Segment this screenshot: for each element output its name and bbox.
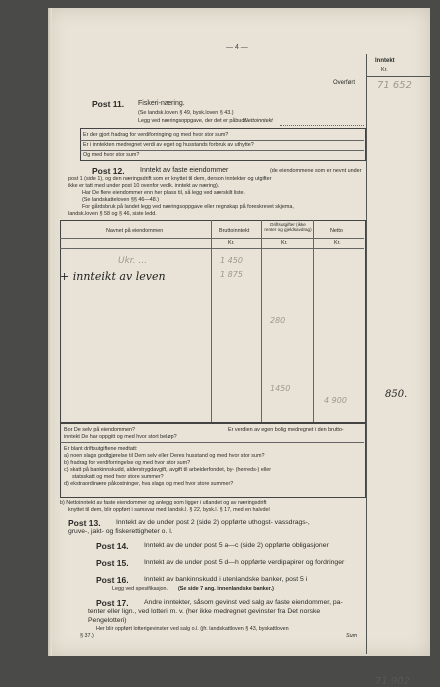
faint-handwriting: 280 xyxy=(270,316,286,325)
post11-net-field[interactable] xyxy=(280,125,364,126)
q-costs-b: b) fradrag for verdiforringelse og med hvor stor sum? xyxy=(64,460,191,466)
post17-text-3: Pengelotteri) xyxy=(88,617,127,624)
handwritten-sum: 71 902 xyxy=(375,676,410,687)
post12-title: Post 12. xyxy=(92,166,125,176)
post11-q1: Er der gjort fradrag for verdiforringing og med hvor stor sum? xyxy=(83,132,229,138)
q-residence-value-2: inntekt De har oppgitt og med hvor stort beløp? xyxy=(64,434,177,440)
post11-net-label: Nettoinntekt xyxy=(244,118,273,124)
post12-text7: landsk.loven § 58 og § 46, siste ledd. xyxy=(68,211,157,217)
form-page xyxy=(48,8,430,687)
faint-handwriting: 1 875 xyxy=(220,270,243,279)
q-residence-value: Er verdien av egen bolig medregnet i den brutto- xyxy=(228,427,344,433)
post13-text: Inntekt av de under post 2 (side 2) oppførte uthogst- vassdrags-, xyxy=(116,519,310,526)
divider xyxy=(60,442,364,443)
sum-label: Sum xyxy=(346,633,358,639)
post15-text: Inntekt av de under post 5 d—h oppførte verdipapirer og fordringer xyxy=(144,559,345,566)
paper-fold xyxy=(48,8,52,656)
post11-q3: Og med hvor stor sum? xyxy=(83,152,140,158)
q-own-residence: Bor De selv på eiendommen? xyxy=(64,427,136,433)
post12-text1: (de eiendommene som er nevnt under xyxy=(270,168,362,174)
post12-foreign-note-2: knyttet til dem, blir oppført i samsvar med landsk.l. § 22, bysk.l. § 17, med en halvdel xyxy=(68,507,270,513)
post16-title: Post 16. xyxy=(96,575,129,585)
table-column-divider xyxy=(211,220,212,422)
post17-text-2: tenter eller lign., ved lotteri m. v. (her ikke medregnet gevinster fra Det norske xyxy=(88,608,321,615)
col-property-name: Navnet på eiendommen xyxy=(106,228,164,234)
post12-text5: (Se landskatteloven §§ 46—48.) xyxy=(82,197,160,203)
post16-text: Inntekt av bankinnskudd i utenlandske banker, post 5 i xyxy=(144,576,308,583)
income-column-title: Inntekt xyxy=(375,58,395,64)
carried-over-label: Overført xyxy=(333,80,355,86)
col-gross-kr: Kr. xyxy=(228,240,235,246)
divider xyxy=(80,150,364,151)
post12-foreign-note: b) Nettoinntekt av faste eiendommer og anlegg som ligger i utlandet og av næringsdrift xyxy=(60,500,267,506)
income-column-unit: Kr. xyxy=(381,67,388,73)
post12-text6: For gårdsbruk på landet legg ved næringsoppgave eller regnskap på foreskrevet skjema, xyxy=(82,204,294,210)
post17-footnote-ref: § 37.) xyxy=(80,633,94,639)
post16-sub: Legg ved spesifikasjon. xyxy=(112,586,169,592)
col-net-kr: Kr. xyxy=(334,240,341,246)
q-costs-c2: statsskatt og med hvor store summer? xyxy=(72,474,164,480)
post11-line: Legg ved næringsoppgave, der det er påbudt. xyxy=(138,118,248,124)
post14-text: Inntekt av de under post 5 a—c (side 2) oppførte obligasjoner xyxy=(144,542,329,549)
col-net: Netto xyxy=(330,228,343,234)
post12-text3: ikke er tatt med under post 10 ovenfor vedk. inntekt av næring). xyxy=(68,183,220,189)
property-table xyxy=(60,220,366,424)
post11-q2: Er i inntekten medregnet verdi av eget og husstands forbruk av uthytte? xyxy=(83,142,254,148)
income-column xyxy=(366,54,431,687)
post15-title: Post 15. xyxy=(96,558,129,568)
faint-handwriting: 4 900 xyxy=(324,396,347,405)
post11-title: Post 11. xyxy=(92,99,125,109)
post13-title: Post 13. xyxy=(68,518,101,528)
post11-ref: (Se landsk.loven § 49, bysk.loven § 43.) xyxy=(138,110,234,116)
faint-handwriting: 1 450 xyxy=(220,256,243,265)
q-costs-intro: Er blant driftsutgiftene medtatt: xyxy=(64,446,138,452)
faint-handwriting: Ukr. ... xyxy=(118,256,147,266)
post17-text: Andre inntekter, såsom gevinst ved salg av faste eiendommer, pa- xyxy=(144,599,343,606)
post14-title: Post 14. xyxy=(96,541,129,551)
col-costs-kr: Kr. xyxy=(281,240,288,246)
table-column-divider xyxy=(261,220,262,422)
handwritten-margin-note: + innteikt av leven xyxy=(60,270,166,283)
post12-text2: post 1 (side 1), og den næringsdrift som er knyttet til dem, derson inntekter og utgifter xyxy=(68,176,272,182)
q-costs-d: d) ekstraordinære påkostninger, hva slags og med hvor store summer? xyxy=(64,481,234,487)
page-number: — 4 — xyxy=(226,44,248,51)
post17-footnote: Her blir oppført lotterigevinster ved salg o.l. (jfr. landskattloven § 43, byskattloven xyxy=(96,626,289,632)
post11-name: Fiskeri-næring. xyxy=(138,100,185,107)
table-column-divider xyxy=(313,220,314,422)
divider xyxy=(80,140,364,141)
table-unit-divider xyxy=(60,248,364,249)
post12-name: Inntekt av faste eiendommer xyxy=(140,167,229,174)
col-operating-costs: Driftsutgifter (ikke renter og gjeldsavdrag) xyxy=(264,222,312,232)
handwritten-property-income: 850. xyxy=(385,389,408,400)
post17-title: Post 17. xyxy=(96,598,129,608)
table-header-divider xyxy=(60,238,364,239)
q-costs-c: c) skatt på bankinnskudd, alderstrygdavgift, avgift til arbeiderfondet, by- (herreds-) eller xyxy=(64,467,272,473)
q-costs-a: a) noen slags godtgjørelse til Dem selv eller Deres husstand og med hvor stor sum? xyxy=(64,453,265,459)
col-gross-income: Bruttoinntekt xyxy=(219,228,250,234)
handwritten-carried-amount: 71 652 xyxy=(377,80,412,91)
post12-text4: Har De flere eiendommer enn her plass til, så legg ved særskilt liste. xyxy=(82,190,245,196)
post13-text-2: gruve-, jakt- og fiskerettigheter o. l. xyxy=(68,528,173,535)
faint-handwriting: 1450 xyxy=(270,384,291,393)
income-column-header xyxy=(367,54,431,77)
post16-sub-2: (Se side 7 ang. innenlandske banker.) xyxy=(178,586,274,592)
